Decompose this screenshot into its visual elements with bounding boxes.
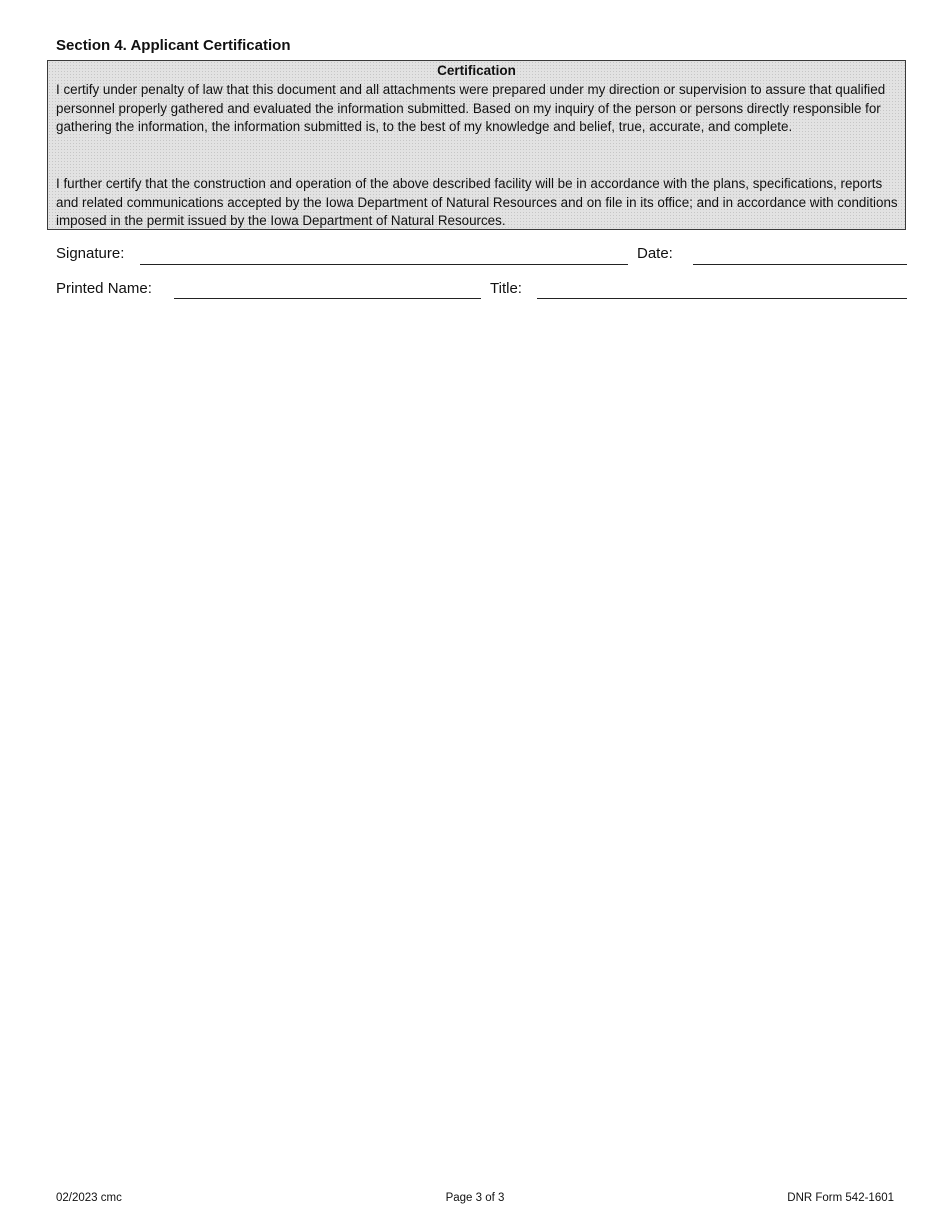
printed-name-label: Printed Name:: [56, 280, 152, 297]
certification-paragraph-2: I further certify that the construction and operation of the above described facility will be in accordance with the plans, specifications, reports and related communications accepted by the Iowa Department of Natural Resources and on file in its office; and in accordance with conditions imposed in the permit issued by the Iowa Department of Natural Resources.: [56, 176, 898, 229]
certification-title: Certification: [437, 63, 516, 78]
signature-field[interactable]: [140, 264, 628, 265]
title-field[interactable]: [537, 298, 907, 299]
title-label: Title:: [490, 280, 522, 297]
certification-box: [47, 60, 906, 230]
footer-page-number: Page 3 of 3: [445, 1192, 505, 1204]
section-heading: Section 4. Applicant Certification: [56, 37, 291, 54]
footer-revision: 02/2023 cmc: [56, 1192, 122, 1204]
footer-form-number: DNR Form 542-1601: [787, 1192, 894, 1204]
certification-paragraph-1: I certify under penalty of law that this document and all attachments were prepared under my direction or supervision to assure that qualified personnel properly gathered and evaluated the information submitted. Based on my inquiry of the person or persons directly responsible for gathering the information, the information submitted is, to the best of my knowledge and belief, true, accurate, and complete.: [56, 82, 886, 135]
printed-name-field[interactable]: [174, 298, 481, 299]
signature-label: Signature:: [56, 245, 125, 262]
date-label: Date:: [637, 245, 673, 262]
date-field[interactable]: [693, 264, 907, 265]
